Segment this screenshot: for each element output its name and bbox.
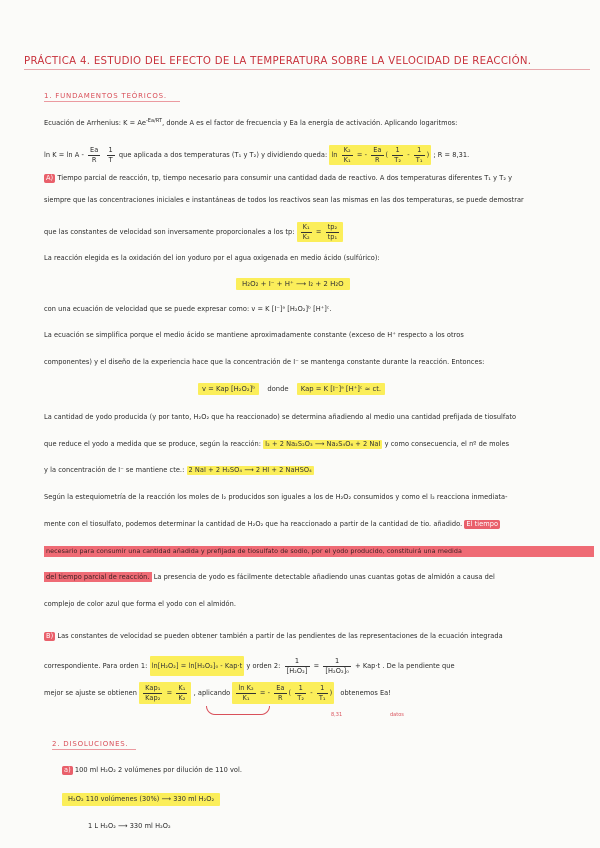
text-line [44, 117, 457, 128]
text-line [44, 466, 314, 475]
paragraph-text: Las constantes de velocidad se pueden obtener también a partir de las pendientes de las representaciones de la ecuación integrada [57, 632, 503, 640]
paragraph-text: La presencia de yodo es fácilmente detectable añadiendo unas cuantas gotas de almidón a causa del [153, 573, 495, 581]
text-line: La ecuación se simplifica porque el medio ácido se mantiene aproximadamente constante (exceso de H⁺ respecto a los otros [44, 331, 464, 339]
fraction [236, 684, 255, 703]
paragraph-text: , aplicando [193, 689, 231, 697]
fraction-den: tp₁ [327, 232, 338, 241]
red-highlight: necesario para consumir una cantidad añadida y prefijada de tiosulfato de sodio, por el yodo producido, constituirá una medida [44, 546, 594, 557]
fraction-num: ln K₂ [238, 683, 254, 692]
kap-definition: Kap = K [I⁻]ᵃ [H⁺]ᶜ ≈ ct. [297, 383, 385, 395]
fraction-num: tp₂ [327, 222, 338, 231]
fraction [88, 146, 100, 165]
text-line [44, 440, 509, 449]
item-tag-dilution: a) [64, 766, 71, 774]
thiosulfate-reaction: I₂ + 2 Na₂S₂O₃ ⟶ Na₂S₄O₆ + 2 NaI [265, 440, 381, 448]
annotation-brace [206, 706, 270, 715]
fraction-num: Ea [373, 145, 382, 154]
fraction [323, 657, 351, 676]
text-line [62, 766, 242, 775]
text-line: componentes) y el diseño de la experiencia hace que la concentración de I⁻ se mantenga constante durante la reacción. Entonces: [44, 358, 485, 366]
paragraph-text: + Kap·t . De la pendiente que [355, 662, 455, 670]
red-highlight: del tiempo parcial de reacción. [46, 573, 150, 581]
fraction [301, 223, 312, 242]
fraction-den: R [278, 693, 283, 702]
fraction-den: T₂ [394, 155, 402, 164]
text-line: correspondiente. Para orden 1: ln[H₂O₂] = ln[H₂O₂]₀ - Kap·t y orden 2: $\frac{1}{\text{[H₂O₂]}}$ = $\frac{1}{\text{[H₂O₂]₀}}$ + Kap·t . De la pendiente que [44, 656, 455, 675]
rate-equation [198, 383, 385, 395]
text-line [44, 222, 343, 242]
fraction [285, 657, 310, 676]
fraction [274, 684, 286, 703]
paragraph-text: correspondiente. Para orden 1: [44, 662, 148, 670]
text-line [44, 573, 495, 582]
text-line [62, 793, 220, 806]
fraction [414, 146, 425, 165]
fraction-den: R [375, 155, 380, 164]
iodide-reaction: 2 NaI + 2 H₂SO₄ ⟶ 2 HI + 2 NaHSO₄ [188, 466, 312, 474]
fraction-num: 1 [392, 146, 403, 156]
fraction-den: [H₂O₂]₀ [325, 666, 349, 675]
fraction [295, 684, 306, 703]
fraction-num: 1 [295, 684, 306, 694]
section-underline [44, 101, 180, 102]
paragraph-text: 100 ml H₂O₂ 2 volúmenes por dilución de 110 vol. [74, 766, 243, 774]
fraction [342, 146, 353, 165]
text-line [44, 520, 500, 529]
text-line: Según la estequiometría de la reacción los moles de I₂ producidos son iguales a los de H₂O₂ consumidos y como el I₂ reacciona inmediata- [44, 493, 508, 501]
text-line: complejo de color azul que forma el yodo con el almidón. [44, 600, 237, 608]
fraction-den: K₁ [343, 155, 351, 164]
text-line [44, 174, 512, 183]
paragraph-text: y orden 2: [246, 662, 281, 670]
section-heading-fundamentos: 1. FUNDAMENTOS TEÓRICOS. [44, 92, 167, 100]
paragraph-text: obtenemos Ea! [340, 689, 391, 697]
item-tag-a: A) [46, 174, 54, 182]
fraction-den: K₂ [302, 232, 310, 241]
text-line [44, 546, 594, 557]
fraction-num: 1 [317, 684, 328, 694]
fraction-num: K₁ [178, 683, 186, 692]
reaction-text: H₂O₂ + I⁻ + H⁺ ⟶ I₂ + 2 H₂O [236, 278, 350, 290]
text-line [44, 145, 469, 165]
paragraph-text: y la concentración de I⁻ se mantiene cte.: [44, 466, 185, 474]
item-tag-b: B) [46, 632, 54, 640]
fraction-den: Kap₂ [145, 693, 161, 702]
rate-law: v = Kap [H₂O₂]ᵇ [198, 383, 259, 395]
fraction-den: T₂ [297, 693, 305, 702]
fraction-den: T [108, 155, 113, 164]
annotation-datos: datos [390, 712, 404, 718]
highlighted-equation: ln $\frac{\text{K₂}}{\text{K₁}}$ = - $\frac{Ea}{R}$ ( $\frac{1}{\text{T₂}}$ - $\frac{1}{\text{T₁}}$ ) [331, 145, 430, 164]
paragraph-text: que las constantes de velocidad son inversamente proporcionales a los tp: [44, 228, 295, 236]
fraction-num: 1 [414, 146, 425, 156]
paragraph-text: mejor se ajuste se obtienen [44, 689, 138, 697]
fraction-num: Ea [90, 145, 99, 154]
arrhenius-exponent: -Ea/RT [145, 118, 163, 124]
lnk-text: ln K = ln A - [44, 151, 84, 159]
page-title: PRÁCTICA 4. ESTUDIO DEL EFECTO DE LA TEMPERATURA SOBRE LA VELOCIDAD DE REACCIÓN. [24, 56, 532, 67]
fraction-den: [H₂O₂] [286, 666, 308, 675]
red-highlight: El tiempo [466, 520, 499, 528]
annotation-r: 8,31 [331, 712, 343, 718]
fraction-den: T₁ [318, 693, 326, 702]
text-line: La reacción elegida es la oxidación del ion yoduro por el agua oxigenada en medio ácido (sulfúrico): [44, 254, 380, 262]
section-heading-disoluciones: 2. DISOLUCIONES. [52, 740, 129, 748]
fraction [143, 684, 162, 703]
lnk-continuation: que aplicada a dos temperaturas (T₁ y T₂) y dividiendo queda: [118, 151, 328, 159]
first-order-equation: ln[H₂O₂] = ln[H₂O₂]₀ - Kap·t [150, 656, 245, 676]
text-line [44, 632, 503, 641]
fraction-num: K₁ [302, 222, 310, 231]
fraction-num: Kap₁ [145, 683, 161, 692]
fraction-den: K₁ [242, 693, 250, 702]
section-underline [52, 749, 136, 750]
donde-text: donde [267, 385, 289, 393]
fraction-num: 1 [323, 657, 351, 667]
text-line: con una ecuación de velocidad que se puede expresar como: v = K [I⁻]ᵃ [H₂O₂]ᵇ [H⁺]ᶜ. [44, 305, 332, 313]
highlighted-equation: $\frac{\text{ln K₂}}{\text{K₁}}$ = - $\frac{Ea}{R}$ ( $\frac{1}{\text{T₂}}$ - $\frac{1}{\text{T₁}}$ ) [232, 682, 334, 704]
reaction-equation [236, 278, 350, 290]
fraction-num: K₂ [343, 145, 351, 154]
fraction [392, 146, 403, 165]
paragraph-text: que reduce el yodo a medida que se produce, según la reacción: [44, 440, 261, 448]
fraction [326, 223, 340, 242]
fraction-den: K₂ [178, 693, 186, 702]
highlighted-equation: $\frac{\text{K₁}}{\text{K₂}}$ = $\frac{\text{tp₂}}{\text{tp₁}}$ [297, 222, 344, 242]
fraction-num: Ea [276, 683, 285, 692]
text-line: La cantidad de yodo producida (y por tanto, H₂O₂ que ha reaccionado) se determina añadiendo al medio una cantidad prefijada de tiosulfato [44, 413, 517, 421]
paragraph-text: mente con el tiosulfato, podemos determinar la cantidad de H₂O₂ que ha reaccionado a partir de la cantidad de tio. añadido. [44, 520, 463, 528]
paragraph-text: Tiempo parcial de reacción, tp, tiempo necesario para consumir una cantidad dada de reactivo. A dos temperaturas diferentes T₁ y T₂ y [57, 174, 513, 182]
fraction-num: 1 [285, 657, 310, 667]
fraction [176, 684, 187, 703]
r-constant: ; R = 8,31. [433, 151, 470, 159]
concentration-conversion: H₂O₂ 110 volúmenes (30%) ⟶ 330 ml H₂O₂ [62, 793, 220, 806]
fraction-den: R [91, 155, 97, 164]
text-line [44, 682, 391, 704]
fraction [371, 146, 383, 165]
highlighted-equation: $\frac{\text{Kap₁}}{\text{Kap₂}}$ = $\frac{\text{K₁}}{\text{K₂}}$ [139, 682, 191, 704]
paragraph-text: y como consecuencia, el nº de moles [384, 440, 510, 448]
title-underline [24, 69, 590, 70]
fraction-den: T₁ [415, 155, 423, 164]
arrhenius-rest: , donde A es el factor de frecuencia y Ea la energía de activación. Aplicando logaritmos: [162, 119, 458, 128]
fraction [107, 146, 115, 165]
arrhenius-label: Ecuación de Arrhenius: K = Ae [44, 119, 146, 128]
text-line: 1 L H₂O₂ ⟶ 330 ml H₂O₂ [88, 822, 171, 830]
fraction-num: 1 [108, 145, 113, 154]
text-line: siempre que las concentraciones iniciales e instantáneas de todos los reactivos sean las mismas en las dos temperaturas, se puede demostrar [44, 196, 524, 204]
fraction [317, 684, 328, 703]
